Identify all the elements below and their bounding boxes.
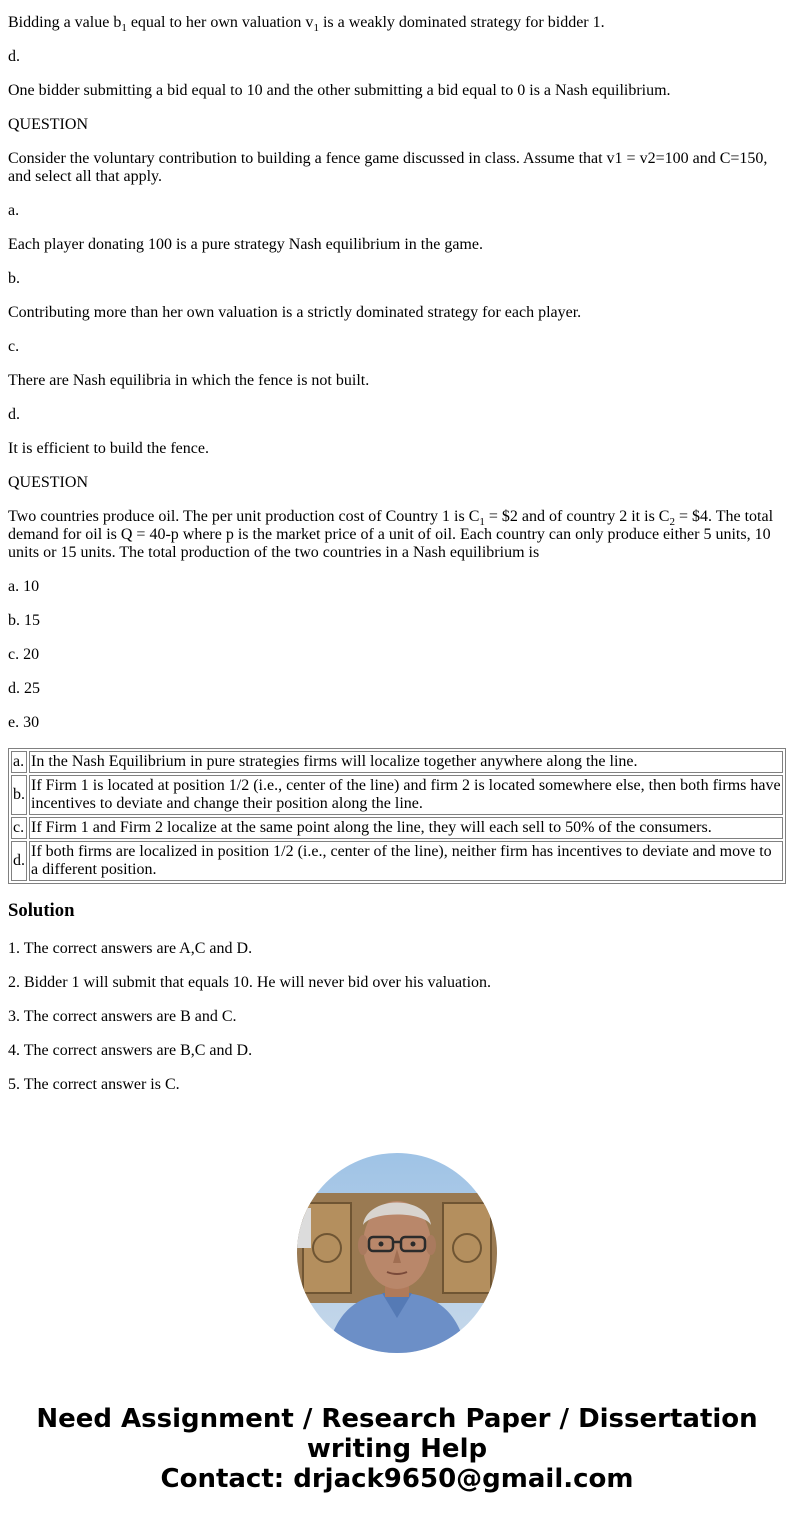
promo-line: writing Help [306,1434,488,1464]
option-text: Contributing more than her own valuation is a strictly dominated strategy for each player. [8,304,582,321]
text-run: = $4. The total demand for oil is Q = 40-p where p is the market price of a unit of oil. Each country can only produce either 5 units, 10 units or 15 units. The total production of the two countries in a Nash equilibrium is [8,508,774,561]
option-letter-cell: c. [11,817,27,839]
promo-banner [0,1404,794,1494]
option-text: Each player donating 100 is a pure strategy Nash equilibrium in the game. [8,236,483,253]
answer-option: c. 20 [8,646,40,663]
answer-option: d. 25 [8,680,40,697]
option-letter: b. [8,270,20,287]
solution-answer: 1. The correct answers are A,C and D. [8,940,253,957]
option-text-cell: If both firms are localized in position 1/2 (i.e., center of the line), neither firm has incentives to deviate and move to a different position. [29,841,783,881]
subscript: 2 [669,516,675,529]
option-text: It is efficient to build the fence. [8,440,209,457]
promo-line: Need Assignment / Research Paper / Dissertation [36,1404,758,1434]
solution-heading: Solution [8,900,75,921]
text-run: is a weakly dominated strategy for bidder 1. [318,14,605,31]
author-photo [297,1153,497,1353]
table-row [11,817,783,839]
text-run: Bidding a value b [8,14,122,31]
table-row [11,775,783,815]
option-letter-cell: a. [11,751,27,773]
table-row [11,751,783,773]
option-text: There are Nash equilibria in which the fence is not built. [8,372,370,389]
answer-option: a. 10 [8,578,40,595]
option-text-cell: In the Nash Equilibrium in pure strategies firms will localize together anywhere along the line. [29,751,783,773]
subscript: 1 [313,22,319,35]
option-letter-cell: d. [11,841,27,881]
option-letter: d. [8,48,20,65]
text-run: equal to her own valuation v [126,14,314,31]
option-text-cell: If Firm 1 is located at position 1/2 (i.e., center of the line) and firm 2 is located somewhere else, then both firms have incentives to deviate and change their position along the line. [29,775,783,815]
option-text-cell: If Firm 1 and Firm 2 localize at the same point along the line, they will each sell to 50% of the consumers. [29,817,783,839]
option-letter: d. [8,406,20,423]
option-text [8,14,786,35]
question-heading: QUESTION [8,116,88,133]
table-row [11,841,783,881]
answer-option: b. 15 [8,612,40,629]
question-heading: QUESTION [8,474,88,491]
options-table [8,748,786,884]
subscript: 1 [121,22,127,35]
question-prompt: Consider the voluntary contribution to building a fence game discussed in class. Assume that v1 = v2=100 and C=150, and select all that apply. [8,150,768,185]
question-prompt [8,508,786,562]
solution-answer: 2. Bidder 1 will submit that equals 10. He will never bid over his valuation. [8,974,492,991]
option-text: One bidder submitting a bid equal to 10 and the other submitting a bid equal to 0 is a Nash equilibrium. [8,82,671,99]
subscript: 1 [479,516,485,529]
text-run: Two countries produce oil. The per unit production cost of Country 1 is C [8,508,480,525]
promo-contact: Contact: drjack9650@gmail.com [160,1464,634,1494]
author-avatar [297,1153,497,1353]
option-letter: a. [8,202,20,219]
text-run: = $2 and of country 2 it is C [484,508,670,525]
document-body [8,0,786,1110]
answer-option: e. 30 [8,714,40,731]
option-letter: c. [8,338,20,355]
solution-answer: 5. The correct answer is C. [8,1076,180,1093]
solution-answer: 3. The correct answers are B and C. [8,1008,237,1025]
option-letter-cell: b. [11,775,27,815]
solution-answer: 4. The correct answers are B,C and D. [8,1042,253,1059]
